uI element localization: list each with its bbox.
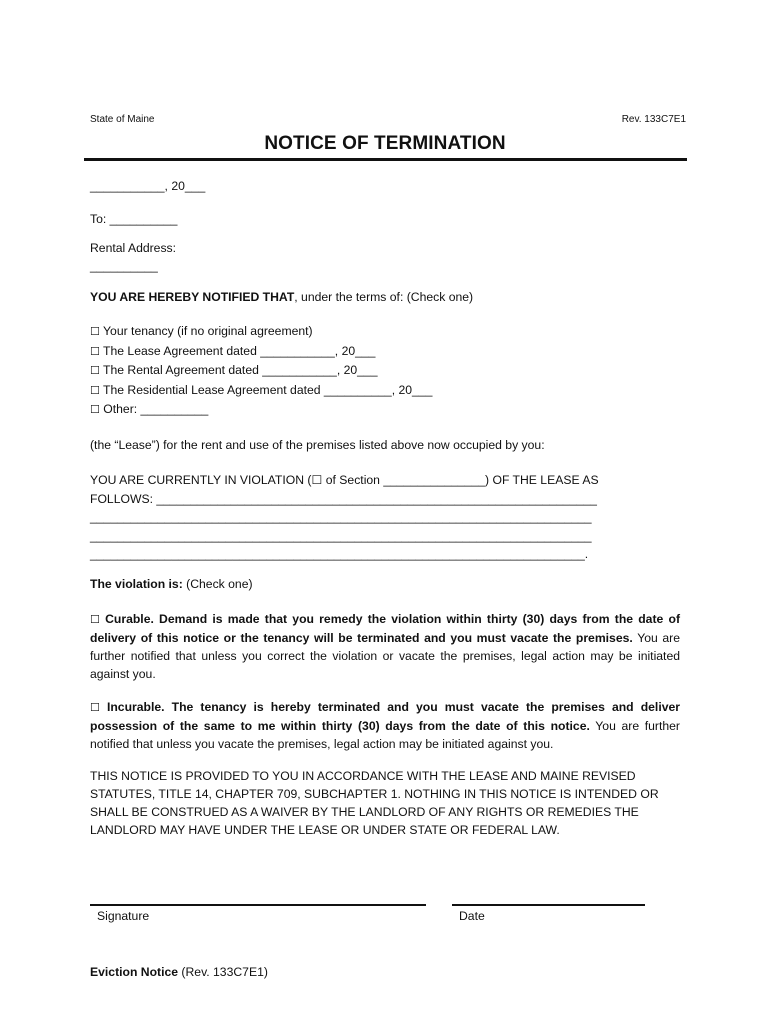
incurable-rest: You are further notified that unless you vacate the premises, legal action may be initiated against you. (90, 719, 680, 751)
legal-notice: THIS NOTICE IS PROVIDED TO YOU IN ACCORDANCE WITH THE LEASE AND MAINE REVISED STATUTES, TITLE 14, CHAPTER 709, SUBCHAPTER 1. NOTHING IN THIS NOTICE IS INTENDED OR SHALL BE CONSTRUED AS A WAIVER BY THE LANDLORD OF ANY RIGHTS OR REMEDIES THE LANDLORD MAY HAVE UNDER THE LEASE OR UNDER STATE OR FEDERAL LAW. (90, 769, 659, 837)
checkbox-icon[interactable]: ☐ (90, 701, 100, 714)
document-title: NOTICE OF TERMINATION (264, 133, 506, 154)
signature-label: Signature (97, 909, 150, 923)
checkbox-icon[interactable]: ☐ (90, 364, 100, 377)
rental-address-blank: __________ (90, 259, 158, 273)
violation-line-2: FOLLOWS: _________________________________________________________________ (90, 492, 597, 506)
footer-bold: Eviction Notice (90, 965, 179, 979)
lease-line: (the “Lease”) for the rent and use of the premises listed above now occupied by you: (90, 438, 545, 452)
violation-line-3: __________________________________________________________________________ (90, 510, 592, 524)
violation-line-1: YOU ARE CURRENTLY IN VIOLATION (☐ of Section _______________) OF THE LEASE AS (90, 473, 599, 487)
curable-rest: You are further notified that unless you correct the violation or vacate the premises, legal action may be initiated against you. (90, 631, 681, 681)
checkbox-icon[interactable]: ☐ (90, 403, 100, 416)
option-label: Your tenancy (if no original agreement) (103, 324, 313, 338)
curable-bold: Curable. Demand is made that you remedy the violation within thirty (30) days from the date of delivery of this notice or the tenancy will be terminated and you must vacate the premises. (90, 612, 681, 645)
date-line: ___________, 20___ (90, 179, 206, 193)
option-label: Other: __________ (103, 402, 209, 416)
incurable-bold: Incurable. The tenancy is hereby terminated and you must vacate the premises and deliver possession of the same to me within thirty (30) days from the date of this notice. (90, 700, 680, 733)
signature-line[interactable] (90, 904, 426, 906)
revision-label: Rev. 133C7E1 (621, 114, 686, 125)
option-other[interactable] (90, 400, 208, 419)
violation-is-line (90, 575, 253, 593)
incurable-paragraph (90, 698, 680, 753)
footer (90, 963, 268, 981)
title-underline (84, 158, 687, 161)
violation-line-4: __________________________________________________________________________ (90, 529, 592, 543)
violation-line-5: _________________________________________________________________________. (90, 547, 589, 561)
option-residential-lease[interactable] (90, 381, 432, 400)
checkbox-icon[interactable]: ☐ (90, 325, 100, 338)
date-signature-line[interactable] (452, 904, 645, 906)
checkbox-icon[interactable]: ☐ (90, 384, 100, 397)
to-line: To: __________ (90, 212, 178, 226)
option-label: The Residential Lease Agreement dated __________, 20___ (103, 383, 433, 397)
notified-bold: YOU ARE HEREBY NOTIFIED THAT (90, 290, 295, 304)
checkbox-icon[interactable]: ☐ (90, 345, 100, 358)
notified-line (90, 288, 473, 306)
curable-paragraph (90, 610, 680, 683)
option-lease-agreement[interactable] (90, 342, 375, 361)
rental-address-label: Rental Address: (90, 241, 177, 255)
state-label: State of Maine (90, 114, 155, 125)
option-label: The Lease Agreement dated ___________, 20___ (103, 344, 376, 358)
option-no-original-agreement[interactable] (90, 322, 313, 341)
footer-rest: (Rev. 133C7E1) (178, 965, 268, 979)
date-label: Date (459, 909, 485, 923)
violation-is-bold: The violation is: (90, 577, 183, 591)
option-rental-agreement[interactable] (90, 361, 378, 380)
notified-rest: , under the terms of: (Check one) (294, 290, 474, 304)
option-label: The Rental Agreement dated ___________, 20___ (103, 363, 378, 377)
violation-is-rest: (Check one) (182, 577, 253, 591)
checkbox-icon[interactable]: ☐ (90, 613, 100, 626)
